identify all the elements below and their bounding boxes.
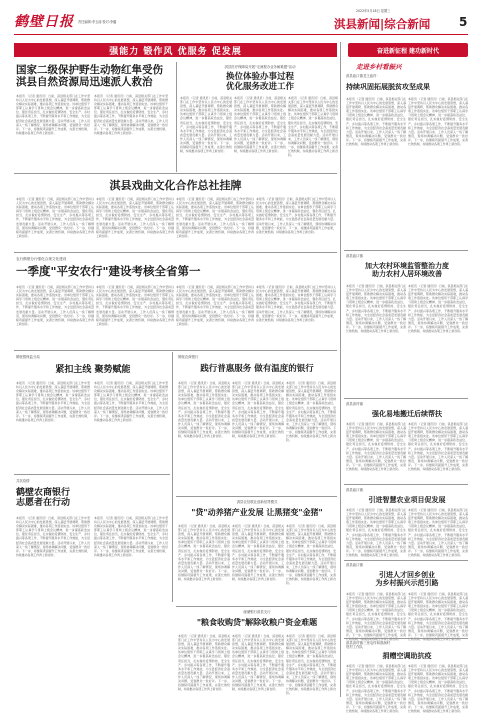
kicker-story6 bbox=[346, 641, 390, 650]
article-body: 本报讯 （记者 通讯员）日前，淇县相关部门在工作中坚持以人民为中心的发展思想，深入基层开展调研，帮助群众解决实际困难，推动各项工作落到实处。该单位组织干部职工认真学习贯彻上级会议精神，进一步提高政治站位，强化责任担当，扎实做好疫情防控、安全生产、乡村振兴等各项工作，不断提升服务水平和工作效能，为全县经济社会高质量发展贡献力量。活动开展以来，工作人员深入一线了解情况，现场协调解决问题，受到群众一致好评。下一步，将继续巩固提升工作成果，完善长效机制，持续推动各项工作再上新台阶。 bbox=[346, 284, 406, 334]
kicker-rural: 农行鹤壁分行强化合规文化建设 bbox=[16, 257, 67, 261]
headline-rural: 一季度"平安农行"建设考核全省第一 bbox=[16, 264, 201, 278]
kicker-regulator: 鹤壁银保监分局 bbox=[16, 355, 40, 359]
article-body: 本报讯 （记者 通讯员）日前，淇县相关部门在工作中坚持以人民为中心的发展思想，深入基层开展调研，帮助群众解决实际困难，推动各项工作落到实处。该单位组织干部职工认真学习贯彻上级会议精神，进一步提高政治站位，强化责任担当，扎实做好疫情防控、安全生产、乡村振兴等各项工作，不断提升服务水平和工作效能，为全县经济社会高质量发展贡献力量。活动开展以来，工作人员深入一线了解情况，现场协调解决问题，受到群众一致好评。下一步，将继续巩固提升工作成果，完善长效机制，持续推动各项工作再上新台阶。 bbox=[286, 524, 336, 586]
newspaper-logo: 鹤壁日报 bbox=[14, 14, 74, 30]
kicker-rural-bank: 鹤壁农商银行 bbox=[178, 355, 199, 359]
kicker-story4: 淇县庙口镇 bbox=[346, 488, 363, 492]
article-body: 本报讯 （记者 通讯员）日前，淇县相关部门在工作中坚持以人民为中心的发展思想，深入基层开展调研，帮助群众解决实际困难，推动各项工作落到实处。该单位组织干部职工认真学习贯彻上级会议精神，进一步提高政治站位，强化责任担当，扎实做好疫情防控、安全生产、乡村振兴等各项工作，不断提升服务水平和工作效能，为全县经济社会高质量发展贡献力量。活动开展以来，工作人员深入一线了解情况，现场协调解决问题，受到群众一致好评。下一步，将继续巩固提升工作成果，完善长效机制，持续推动各项工作再上新台阶。 bbox=[176, 285, 254, 326]
article-body: 本报讯 （记者 通讯员）日前，淇县相关部门在工作中坚持以人民为中心的发展思想，深入基层开展调研，帮助群众解决实际困难，推动各项工作落到实处。该单位组织干部职工认真学习贯彻上级会议精神，进一步提高政治站位，强化责任担当，扎实做好疫情防控、安全生产、乡村振兴等各项工作，不断提升服务水平和工作效能，为全县经济社会高质量发展贡献力量。活动开展以来，工作人员深入一线了解情况，现场协调解决问题，受到群众一致好评。下一步，将继续巩固提升工作成果，完善长效机制，持续推动各项工作再上新台阶。 bbox=[408, 508, 468, 558]
headline-story1: 持续巩固拓展脱贫攻坚成果 bbox=[346, 82, 430, 91]
top-banner bbox=[14, 43, 337, 57]
article-body: 本报讯 （记者 通讯员）日前，淇县相关部门在工作中坚持以人民为中心的发展思想，深入基层开展调研，帮助群众解决实际困难，推动各项工作落到实处。该单位组织干部职工认真学习贯彻上级会议精神，进一步提高政治站位，强化责任担当，扎实做好疫情防控、安全生产、乡村振兴等各项工作，不断提升服务水平和工作效能，为全县经济社会高质量发展贡献力量。活动开展以来，工作人员深入一线了解情况，现场协调解决问题，受到群众一致好评。下一步，将继续巩固提升工作成果，完善长效机制，持续推动各项工作再上新台阶。 bbox=[94, 516, 168, 557]
article-body: 本报讯 （记者 通讯员）日前，淇县相关部门在工作中坚持以人民为中心的发展思想，深入基层开展调研，帮助群众解决实际困难，推动各项工作落到实处。该单位组织干部职工认真学习贯彻上级会议精神，进一步提高政治站位，强化责任担当，扎实做好疫情防控、安全生产、乡村振兴等各项工作，不断提升服务水平和工作效能，为全县经济社会高质量发展贡献力量。活动开展以来，工作人员深入一线了解情况，现场协调解决问题，受到群众一致好评。下一步，将继续巩固提升工作成果，完善长效机制，持续推动各项工作再上新台阶。 bbox=[346, 592, 406, 642]
headline-line: 加大农村环境监管整治力度 bbox=[365, 261, 449, 270]
headline-line: 引进人才回乡创业 bbox=[379, 570, 435, 579]
article-body: 本报讯 （记者 通讯员）日前，淇县相关部门在工作中坚持以人民为中心的发展思想，深入基层开展调研，帮助群众解决实际困难，推动各项工作落到实处。该单位组织干部职工认真学习贯彻上级会议精神，进一步提高政治站位，强化责任担当，扎实做好疫情防控、安全生产、乡村振兴等各项工作，不断提升服务水平和工作效能，为全县经济社会高质量发展贡献力量。活动开展以来，工作人员深入一线了解情况，现场协调解决问题，受到群众一致好评。下一步，将继续巩固提升工作成果，完善长效机制，持续推动各项工作再上新台阶。 bbox=[288, 96, 338, 158]
article-body: 本报讯 （记者 通讯员）日前，淇县相关部门在工作中坚持以人民为中心的发展思想，深入基层开展调研，帮助群众解决实际困难，推动各项工作落到实处。该单位组织干部职工认真学习贯彻上级会议精神，进一步提高政治站位，强化责任担当，扎实做好疫情防控、安全生产、乡村振兴等各项工作，不断提升服务水平和工作效能，为全县经济社会高质量发展贡献力量。活动开展以来，工作人员深入一线了解情况，现场协调解决问题，受到群众一致好评。下一步，将继续巩固提升工作成果，完善长效机制，持续推动各项工作再上新台阶。 bbox=[408, 664, 468, 713]
section-title: 淇县新闻|综合新闻 bbox=[334, 17, 431, 31]
kicker-story2: 淇县庙口镇 bbox=[346, 254, 363, 258]
article-body: 本报讯 （记者 通讯员）日前，淇县相关部门在工作中坚持以人民为中心的发展思想，深入基层开展调研，帮助群众解决实际困难，推动各项工作落到实处。该单位组织干部职工认真学习贯彻上级会议精神，进一步提高政治站位，强化责任担当，扎实做好疫情防控、安全生产、乡村振兴等各项工作，不断提升服务水平和工作效能，为全县经济社会高质量发展贡献力量。活动开展以来，工作人员深入一线了解情况，现场协调解决问题，受到群众一致好评。下一步，将继续巩固提升工作成果，完善长效机制，持续推动各项工作再上新台阶。 bbox=[232, 634, 284, 692]
article-body: 本报讯 （记者 通讯员）日前，淇县相关部门在工作中坚持以人民为中心的发展思想，深入基层开展调研，帮助群众解决实际困难，推动各项工作落到实处。该单位组织干部职工认真学习贯彻上级会议精神，进一步提高政治站位，强化责任担当，扎实做好疫情防控、安全生产、乡村振兴等各项工作，不断提升服务水平和工作效能，为全县经济社会高质量发展贡献力量。活动开展以来，工作人员深入一线了解情况，现场协调解决问题，受到群众一致好评。下一步，将继续巩固提升工作成果，完善长效机制，持续推动各项工作再上新台阶。 bbox=[178, 524, 230, 582]
article-body: 本报讯 （记者 通讯员）日前，淇县相关部门在工作中坚持以人民为中心的发展思想，深入基层开展调研，帮助群众解决实际困难，推动各项工作落到实处。该单位组织干部职工认真学习贯彻上级会议精神，进一步提高政治站位，强化责任担当，扎实做好疫情防控、安全生产、乡村振兴等各项工作，不断提升服务水平和工作效能，为全县经济社会高质量发展贡献力量。活动开展以来，工作人员深入一线了解情况，现场协调解决问题，受到群众一致好评。下一步，将继续巩固提升工作成果，完善长效机制，持续推动各项工作再上新台阶。 bbox=[16, 197, 94, 238]
headline-pig-loan: "贷"动养猪产业发展 让黑猪变"金猪" bbox=[191, 507, 323, 517]
headline-line: 淇县自然资源局迅速派人救治 bbox=[16, 76, 153, 89]
article-body: 本报讯 （记者 通讯员）日前，淇县相关部门在工作中坚持以人民为中心的发展思想，深入基层开展调研，帮助群众解决实际困难，推动各项工作落到实处。该单位组织干部职工认真学习贯彻上级会议精神，进一步提高政治站位，强化责任担当，扎实做好疫情防控、安全生产、乡村振兴等各项工作，不断提升服务水平和工作效能，为全县经济社会高质量发展贡献力量。活动开展以来，工作人员深入一线了解情况，现场协调解决问题，受到群众一致好评。下一步，将继续巩固提升工作成果，完善长效机制，持续推动各项工作再上新台阶。 bbox=[234, 96, 286, 154]
article-body: 本报讯 （记者 通讯员）日前，淇县相关部门在工作中坚持以人民为中心的发展思想，深入基层开展调研，帮助群众解决实际困难，推动各项工作落到实处。该单位组织干部职工认真学习贯彻上级会议精神，进一步提高政治站位，强化责任担当，扎实做好疫情防控、安全生产、乡村振兴等各项工作，不断提升服务水平和工作效能，为全县经济社会高质量发展贡献力量。活动开展以来，工作人员深入一线了解情况，现场协调解决问题，受到群众一致好评。下一步，将继续巩固提升工作成果，完善长效机制，持续推动各项工作再上新台阶。 bbox=[176, 197, 254, 238]
article-body: 本报讯 （记者 通讯员）日前，淇县相关部门在工作中坚持以人民为中心的发展思想，深入基层开展调研，帮助群众解决实际困难，推动各项工作落到实处。该单位组织干部职工认真学习贯彻上级会议精神，进一步提高政治站位，强化责任担当，扎实做好疫情防控、安全生产、乡村振兴等各项工作，不断提升服务水平和工作效能，为全县经济社会高质量发展贡献力量。活动开展以来，工作人员深入一线了解情况，现场协调解决问题，受到群众一致好评。下一步，将继续巩固提升工作成果，完善长效机制，持续推动各项工作再上新台阶。 bbox=[96, 197, 174, 238]
article-body: 本报讯 （记者 通讯员）日前，淇县相关部门在工作中坚持以人民为中心的发展思想，深入基层开展调研，帮助群众解决实际困难，推动各项工作落到实处。该单位组织干部职工认真学习贯彻上级会议精神，进一步提高政治站位，强化责任担当，扎实做好疫情防控、安全生产、乡村振兴等各项工作，不断提升服务水平和工作效能，为全县经济社会高质量发展贡献力量。活动开展以来，工作人员深入一线了解情况，现场协调解决问题，受到群众一致好评。下一步，将继续巩固提升工作成果，完善长效机制，持续推动各项工作再上新台阶。 bbox=[94, 94, 168, 135]
article-body: 本报讯 （记者 通讯员）日前，淇县相关部门在工作中坚持以人民为中心的发展思想，深入基层开展调研，帮助群众解决实际困难，推动各项工作落到实处。该单位组织干部职工认真学习贯彻上级会议精神，进一步提高政治站位，强化责任担当，扎实做好疫情防控、安全生产、乡村振兴等各项工作，不断提升服务水平和工作效能，为全县经济社会高质量发展贡献力量。活动开展以来，工作人员深入一线了解情况，现场协调解决问题，受到群众一致好评。下一步，将继续巩固提升工作成果，完善长效机制，持续推动各项工作再上新台阶。 bbox=[180, 96, 232, 154]
headline-opera: 淇县戏曲文化合作总社挂牌 bbox=[109, 179, 242, 192]
kicker-grain-loan: 邮储银行淇县支行 bbox=[243, 610, 271, 614]
kicker-volunteer: 共抗疫情 bbox=[16, 479, 30, 483]
article-body: 本报讯 （记者 通讯员）日前，淇县相关部门在工作中坚持以人民为中心的发展思想，深入基层开展调研，帮助群众解决实际困难，推动各项工作落到实处。该单位组织干部职工认真学习贯彻上级会议精神，进一步提高政治站位，强化责任担当，扎实做好疫情防控、安全生产、乡村振兴等各项工作，不断提升服务水平和工作效能，为全县经济社会高质量发展贡献力量。活动开展以来，工作人员深入一线了解情况，现场协调解决问题，受到群众一致好评。下一步，将继续巩固提升工作成果，完善长效机制，持续推动各项工作再上新台阶。 bbox=[286, 634, 336, 696]
headline-story4: 引进智慧农业项目促发展 bbox=[368, 495, 446, 504]
article-body: 本报讯 （记者 通讯员）日前，淇县相关部门在工作中坚持以人民为中心的发展思想，深入基层开展调研，帮助群众解决实际困难，推动各项工作落到实处。该单位组织干部职工认真学习贯彻上级会议精神，进一步提高政治站位，强化责任担当，扎实做好疫情防控、安全生产、乡村振兴等各项工作，不断提升服务水平和工作效能，为全县经济社会高质量发展贡献力量。活动开展以来，工作人员深入一线了解情况，现场协调解决问题，受到群众一致好评。下一步，将继续巩固提升工作成果，完善长效机制，持续推动各项工作再上新台阶。 bbox=[256, 197, 336, 234]
article-body: 本报讯 （记者 通讯员）日前，淇县相关部门在工作中坚持以人民为中心的发展思想，深入基层开展调研，帮助群众解决实际困难，推动各项工作落到实处。该单位组织干部职工认真学习贯彻上级会议精神，进一步提高政治站位，强化责任担当，扎实做好疫情防控、安全生产、乡村振兴等各项工作，不断提升服务水平和工作效能，为全县经济社会高质量发展贡献力量。活动开展以来，工作人员深入一线了解情况，现场协调解决问题，受到群众一致好评。下一步，将继续巩固提升工作成果，完善长效机制，持续推动各项工作再上新台阶。 bbox=[408, 422, 468, 472]
headline-line: 志愿者在行动 bbox=[16, 498, 71, 509]
kicker-line: 驻村工作队 bbox=[346, 645, 363, 650]
headline-line: 国家二级保护野生动物红隼受伤 bbox=[16, 64, 163, 76]
page-number: 5 bbox=[459, 15, 468, 29]
campaign-title: 走进乡村看振兴 bbox=[356, 63, 402, 71]
kicker-story1: 淇县庙口镇龙王庙村： bbox=[346, 74, 380, 78]
campaign-badge bbox=[348, 43, 468, 57]
headline-kestrel bbox=[16, 64, 170, 88]
headline-volunteer bbox=[16, 488, 170, 509]
article-body: 本报讯 （记者 通讯员）日前，淇县相关部门在工作中坚持以人民为中心的发展思想，深入基层开展调研，帮助群众解决实际困难，推动各项工作落到实处。该单位组织干部职工认真学习贯彻上级会议精神，进一步提高政治站位，强化责任担当，扎实做好疫情防控、安全生产、乡村振兴等各项工作，不断提升服务水平和工作效能，为全县经济社会高质量发展贡献力量。活动开展以来，工作人员深入一线了解情况，现场协调解决问题，受到群众一致好评。下一步，将继续巩固提升工作成果，完善长效机制，持续推动各项工作再上新台阶。 bbox=[256, 285, 336, 322]
editor-meta: 责任编辑:李玉丽 校对:李璐 bbox=[78, 20, 117, 24]
article-body: 本报讯 （记者 通讯员）日前，淇县相关部门在工作中坚持以人民为中心的发展思想，深入基层开展调研，帮助群众解决实际困难，推动各项工作落到实处。该单位组织干部职工认真学习贯彻上级会议精神，进一步提高政治站位，强化责任担当，扎实做好疫情防控、安全生产、乡村振兴等各项工作，不断提升服务水平和工作效能，为全县经济社会高质量发展贡献力量。活动开展以来，工作人员深入一线了解情况，现场协调解决问题，受到群众一致好评。下一步，将继续巩固提升工作成果，完善长效机制，持续推动各项工作再上新台阶。 bbox=[16, 285, 94, 326]
issue-date: 2022年5月18日 星期三 bbox=[356, 9, 391, 13]
article-body: 本报讯 （记者 通讯员）日前，淇县相关部门在工作中坚持以人民为中心的发展思想，深入基层开展调研，帮助群众解决实际困难，推动各项工作落到实处。该单位组织干部职工认真学习贯彻上级会议精神，进一步提高政治站位，强化责任担当，扎实做好疫情防控、安全生产、乡村振兴等各项工作，不断提升服务水平和工作效能，为全县经济社会高质量发展贡献力量。活动开展以来，工作人员深入一线了解情况，现场协调解决问题，受到群众一致好评。下一步，将继续巩固提升工作成果，完善长效机制，持续推动各项工作再上新台阶。 bbox=[408, 97, 468, 147]
headline-line: 优化服务改进工作 bbox=[225, 81, 294, 92]
article-body: 本报讯 （记者 通讯员）日前，淇县相关部门在工作中坚持以人民为中心的发展思想，深入基层开展调研，帮助群众解决实际困难，推动各项工作落到实处。该单位组织干部职工认真学习贯彻上级会议精神，进一步提高政治站位，强化责任担当，扎实做好疫情防控、安全生产、乡村振兴等各项工作，不断提升服务水平和工作效能，为全县经济社会高质量发展贡献力量。活动开展以来，工作人员深入一线了解情况，现场协调解决问题，受到群众一致好评。下一步，将继续巩固提升工作成果，完善长效机制，持续推动各项工作再上新台阶。 bbox=[232, 381, 284, 439]
kicker-medical: 淇县医疗保障局开展"走流程办业务解难题"活动 bbox=[224, 65, 296, 69]
article-body: 本报讯 （记者 通讯员）日前，淇县相关部门在工作中坚持以人民为中心的发展思想，深入基层开展调研，帮助群众解决实际困难，推动各项工作落到实处。该单位组织干部职工认真学习贯彻上级会议精神，进一步提高政治站位，强化责任担当，扎实做好疫情防控、安全生产、乡村振兴等各项工作，不断提升服务水平和工作效能，为全县经济社会高质量发展贡献力量。活动开展以来，工作人员深入一线了解情况，现场协调解决问题，受到群众一致好评。下一步，将继续巩固提升工作成果，完善长效机制，持续推动各项工作再上新台阶。 bbox=[16, 381, 90, 422]
article-body: 本报讯 （记者 通讯员）日前，淇县相关部门在工作中坚持以人民为中心的发展思想，深入基层开展调研，帮助群众解决实际困难，推动各项工作落到实处。该单位组织干部职工认真学习贯彻上级会议精神，进一步提高政治站位，强化责任担当，扎实做好疫情防控、安全生产、乡村振兴等各项工作，不断提升服务水平和工作效能，为全县经济社会高质量发展贡献力量。活动开展以来，工作人员深入一线了解情况，现场协调解决问题，受到群众一致好评。下一步，将继续巩固提升工作成果，完善长效机制，持续推动各项工作再上新台阶。 bbox=[346, 422, 406, 472]
article-body: 本报讯 （记者 通讯员）日前，淇县相关部门在工作中坚持以人民为中心的发展思想，深入基层开展调研，帮助群众解决实际困难，推动各项工作落到实处。该单位组织干部职工认真学习贯彻上级会议精神，进一步提高政治站位，强化责任担当，扎实做好疫情防控、安全生产、乡村振兴等各项工作，不断提升服务水平和工作效能，为全县经济社会高质量发展贡献力量。活动开展以来，工作人员深入一线了解情况，现场协调解决问题，受到群众一致好评。下一步，将继续巩固提升工作成果，完善长效机制，持续推动各项工作再上新台阶。 bbox=[16, 94, 90, 135]
article-body: 本报讯 （记者 通讯员）日前，淇县相关部门在工作中坚持以人民为中心的发展思想，深入基层开展调研，帮助群众解决实际困难，推动各项工作落到实处。该单位组织干部职工认真学习贯彻上级会议精神，进一步提高政治站位，强化责任担当，扎实做好疫情防控、安全生产、乡村振兴等各项工作，不断提升服务水平和工作效能，为全县经济社会高质量发展贡献力量。活动开展以来，工作人员深入一线了解情况，现场协调解决问题，受到群众一致好评。下一步，将继续巩固提升工作成果，完善长效机制，持续推动各项工作再上新台阶。 bbox=[96, 285, 174, 326]
article-body: 本报讯 （记者 通讯员）日前，淇县相关部门在工作中坚持以人民为中心的发展思想，深入基层开展调研，帮助群众解决实际困难，推动各项工作落到实处。该单位组织干部职工认真学习贯彻上级会议精神，进一步提高政治站位，强化责任担当，扎实做好疫情防控、安全生产、乡村振兴等各项工作，不断提升服务水平和工作效能，为全县经济社会高质量发展贡献力量。活动开展以来，工作人员深入一线了解情况，现场协调解决问题，受到群众一致好评。下一步，将继续巩固提升工作成果，完善长效机制，持续推动各项工作再上新台阶。 bbox=[408, 592, 468, 642]
kicker-line: 淇县高村镇三里屯村和淮涧村 bbox=[346, 641, 391, 645]
article-body: 本报讯 （记者 通讯员）日前，淇县相关部门在工作中坚持以人民为中心的发展思想，深入基层开展调研，帮助群众解决实际困难，推动各项工作落到实处。该单位组织干部职工认真学习贯彻上级会议精神，进一步提高政治站位，强化责任担当，扎实做好疫情防控、安全生产、乡村振兴等各项工作，不断提升服务水平和工作效能，为全县经济社会高质量发展贡献力量。活动开展以来，工作人员深入一线了解情况，现场协调解决问题，受到群众一致好评。下一步，将继续巩固提升工作成果，完善长效机制，持续推动各项工作再上新台阶。 bbox=[408, 284, 468, 334]
headline-line: 助力农村人居环境改善 bbox=[372, 269, 442, 279]
kicker-story5: 淇县庙口镇 bbox=[346, 563, 363, 567]
headline-story3: 强化易地搬迁后续帮扶 bbox=[372, 409, 442, 418]
article-body: 本报讯 （记者 通讯员）日前，淇县相关部门在工作中坚持以人民为中心的发展思想，深入基层开展调研，帮助群众解决实际困难，推动各项工作落到实处。该单位组织干部职工认真学习贯彻上级会议精神，进一步提高政治站位，强化责任担当，扎实做好疫情防控、安全生产、乡村振兴等各项工作，不断提升服务水平和工作效能，为全县经济社会高质量发展贡献力量。活动开展以来，工作人员深入一线了解情况，现场协调解决问题，受到群众一致好评。下一步，将继续巩固提升工作成果，完善长效机制，持续推动各项工作再上新台阶。 bbox=[346, 508, 406, 558]
badge-text: 奋进新征程 建功新时代 bbox=[376, 47, 440, 55]
masthead bbox=[0, 0, 482, 42]
article-body: 本报讯 （记者 通讯员）日前，淇县相关部门在工作中坚持以人民为中心的发展思想，深入基层开展调研，帮助群众解决实际困难，推动各项工作落到实处。该单位组织干部职工认真学习贯彻上级会议精神，进一步提高政治站位，强化责任担当，扎实做好疫情防控、安全生产、乡村振兴等各项工作，不断提升服务水平和工作效能，为全县经济社会高质量发展贡献力量。活动开展以来，工作人员深入一线了解情况，现场协调解决问题，受到群众一致好评。下一步，将继续巩固提升工作成果，完善长效机制，持续推动各项工作再上新台阶。 bbox=[16, 516, 90, 557]
headline-story2 bbox=[346, 262, 468, 278]
article-body: 本报讯 （记者 通讯员）日前，淇县相关部门在工作中坚持以人民为中心的发展思想，深入基层开展调研，帮助群众解决实际困难，推动各项工作落到实处。该单位组织干部职工认真学习贯彻上级会议精神，进一步提高政治站位，强化责任担当，扎实做好疫情防控、安全生产、乡村振兴等各项工作，不断提升服务水平和工作效能，为全县经济社会高质量发展贡献力量。活动开展以来，工作人员深入一线了解情况，现场协调解决问题，受到群众一致好评。下一步，将继续巩固提升工作成果，完善长效机制，持续推动各项工作再上新台阶。 bbox=[346, 97, 406, 147]
headline-line: 换位体验办事过程 bbox=[225, 72, 294, 82]
banner-text: 强能力 锻作风 优服务 促发展 bbox=[109, 46, 242, 57]
headline-medical bbox=[182, 73, 338, 93]
headline-line: 为乡村振兴示范引路 bbox=[375, 578, 439, 588]
headline-rural-bank: 践行普惠服务 做有温度的银行 bbox=[200, 364, 314, 374]
headline-story6: 捐赠空调助抗疫 bbox=[382, 651, 432, 660]
headline-grain-loan: "粮食收购贷"解除收粮户资金难题 bbox=[196, 617, 318, 627]
article-body: 本报讯 （记者 通讯员）日前，淇县相关部门在工作中坚持以人民为中心的发展思想，深入基层开展调研，帮助群众解决实际困难，推动各项工作落到实处。该单位组织干部职工认真学习贯彻上级会议精神，进一步提高政治站位，强化责任担当，扎实做好疫情防控、安全生产、乡村振兴等各项工作，不断提升服务水平和工作效能，为全县经济社会高质量发展贡献力量。活动开展以来，工作人员深入一线了解情况，现场协调解决问题，受到群众一致好评。下一步，将继续巩固提升工作成果，完善长效机制，持续推动各项工作再上新台阶。 bbox=[178, 634, 230, 692]
kicker-pig-loan: 淇县农信联社创新信贷模式 bbox=[236, 500, 278, 504]
headline-regulator: 紧扣主线 聚势赋能 bbox=[55, 365, 131, 375]
kicker-story3: 淇县高村镇 bbox=[346, 402, 363, 406]
article-body: 本报讯 （记者 通讯员）日前，淇县相关部门在工作中坚持以人民为中心的发展思想，深入基层开展调研，帮助群众解决实际困难，推动各项工作落到实处。该单位组织干部职工认真学习贯彻上级会议精神，进一步提高政治站位，强化责任担当，扎实做好疫情防控、安全生产、乡村振兴等各项工作，不断提升服务水平和工作效能，为全县经济社会高质量发展贡献力量。活动开展以来，工作人员深入一线了解情况，现场协调解决问题，受到群众一致好评。下一步，将继续巩固提升工作成果，完善长效机制，持续推动各项工作再上新台阶。 bbox=[94, 381, 168, 422]
article-body: 本报讯 （记者 通讯员）日前，淇县相关部门在工作中坚持以人民为中心的发展思想，深入基层开展调研，帮助群众解决实际困难，推动各项工作落到实处。该单位组织干部职工认真学习贯彻上级会议精神，进一步提高政治站位，强化责任担当，扎实做好疫情防控、安全生产、乡村振兴等各项工作，不断提升服务水平和工作效能，为全县经济社会高质量发展贡献力量。活动开展以来，工作人员深入一线了解情况，现场协调解决问题，受到群众一致好评。下一步，将继续巩固提升工作成果，完善长效机制，持续推动各项工作再上新台阶。 bbox=[178, 381, 230, 439]
headline-story5 bbox=[346, 571, 468, 587]
article-body: 本报讯 （记者 通讯员）日前，淇县相关部门在工作中坚持以人民为中心的发展思想，深入基层开展调研，帮助群众解决实际困难，推动各项工作落到实处。该单位组织干部职工认真学习贯彻上级会议精神，进一步提高政治站位，强化责任担当，扎实做好疫情防控、安全生产、乡村振兴等各项工作，不断提升服务水平和工作效能，为全县经济社会高质量发展贡献力量。活动开展以来，工作人员深入一线了解情况，现场协调解决问题，受到群众一致好评。下一步，将继续巩固提升工作成果，完善长效机制，持续推动各项工作再上新台阶。 bbox=[346, 664, 406, 713]
article-body: 本报讯 （记者 通讯员）日前，淇县相关部门在工作中坚持以人民为中心的发展思想，深入基层开展调研，帮助群众解决实际困难，推动各项工作落到实处。该单位组织干部职工认真学习贯彻上级会议精神，进一步提高政治站位，强化责任担当，扎实做好疫情防控、安全生产、乡村振兴等各项工作，不断提升服务水平和工作效能，为全县经济社会高质量发展贡献力量。活动开展以来，工作人员深入一线了解情况，现场协调解决问题，受到群众一致好评。下一步，将继续巩固提升工作成果，完善长效机制，持续推动各项工作再上新台阶。 bbox=[232, 524, 284, 582]
headline-line: 鹤壁农商银行 bbox=[16, 488, 71, 498]
article-body: 本报讯 （记者 通讯员）日前，淇县相关部门在工作中坚持以人民为中心的发展思想，深入基层开展调研，帮助群众解决实际困难，推动各项工作落到实处。该单位组织干部职工认真学习贯彻上级会议精神，进一步提高政治站位，强化责任担当，扎实做好疫情防控、安全生产、乡村振兴等各项工作，不断提升服务水平和工作效能，为全县经济社会高质量发展贡献力量。活动开展以来，工作人员深入一线了解情况，现场协调解决问题，受到群众一致好评。下一步，将继续巩固提升工作成果，完善长效机制，持续推动各项工作再上新台阶。 bbox=[286, 381, 336, 443]
